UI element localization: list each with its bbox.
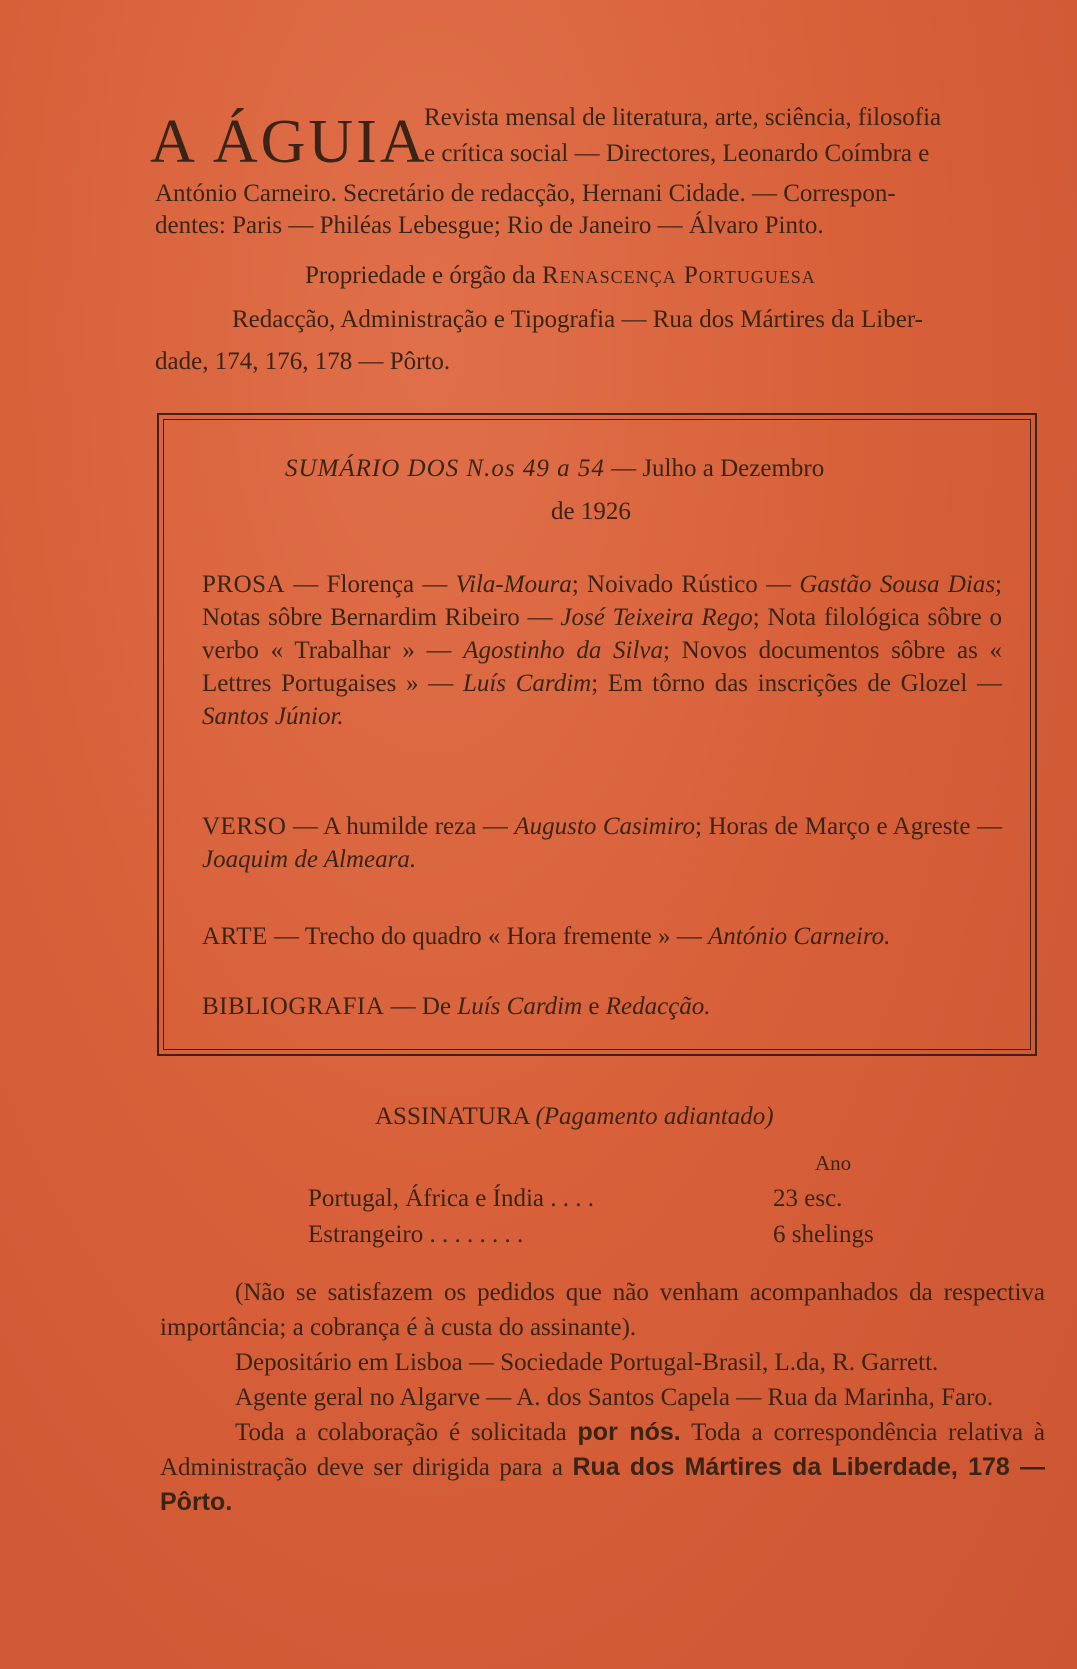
section-label: PROSA xyxy=(202,571,286,598)
header-line-2: e crítica social — Directores, Leonardo Coímbra e xyxy=(424,140,930,167)
section-label: ARTE xyxy=(202,923,268,950)
subscription-row xyxy=(308,1221,874,1249)
note-address: Rua dos Mártires da Liberdade, 178 — Pôrto. xyxy=(160,1453,1045,1516)
entry-author: António Carneiro. xyxy=(707,923,891,950)
masthead-title: A ÁGUIA xyxy=(150,108,428,176)
subscription-note: (Pagamento adiantado) xyxy=(535,1103,774,1130)
entry-title: Horas de Março e Agreste xyxy=(708,813,971,840)
summary-date: de 1926 xyxy=(551,498,631,525)
note-text: Toda a colaboração é solicitada xyxy=(235,1419,567,1446)
note-paragraph: Depositário em Lisboa — Sociedade Portugal-Brasil, L.da, R. Garrett. xyxy=(235,1349,939,1376)
notes-block xyxy=(160,1275,1045,1520)
entry-author: Luís Cardim xyxy=(462,670,592,697)
header-line-4: dentes: Paris — Philéas Lebesgue; Rio de Janeiro — Álvaro Pinto. xyxy=(155,212,824,239)
entry-author: Gastão Sousa Dias xyxy=(799,571,996,598)
section-label: BIBLIOGRAFIA xyxy=(202,993,385,1020)
header-line-3: António Carneiro. Secretário de redacção, Hernani Cidade. — Correspon- xyxy=(155,180,896,207)
section-bibliografia: BIBLIOGRAFIA — De Luís Cardim e Redacção. xyxy=(202,993,711,1020)
subscription-price: 6 shelings xyxy=(773,1221,874,1248)
note-paragraph: (Não se satisfazem os pedidos que não venham acompanhados da respectiva importância; a cobrança é à custa do assinante). xyxy=(160,1279,1045,1341)
entry-title: Nota filológica sôbre o verbo « Trabalhar » xyxy=(202,604,1002,664)
owner-name: Renascença Portuguesa xyxy=(541,262,816,289)
entry-author: José Teixeira Rego xyxy=(560,604,753,631)
section-prosa: PROSA — Florença — Vila-Moura; Noivado Rústico — Gastão Sousa Dias; Notas sôbre Bernardim Ribeiro — José Teixeira Rego; Nota filológica sôbre o verbo « Trabalhar » — Agostinho da Silva; Novos documentos sôbre as « Lettres Portugaises » — Luís Cardim; Em tôrno das inscrições de Glozel — Santos Júnior. xyxy=(202,571,1003,730)
subscription-column-header: Ano xyxy=(815,1151,852,1175)
entry-title: Novos documentos sôbre as « Lettres Portugaises » xyxy=(202,637,1003,697)
subscription-region: Estrangeiro . . . . . . . . xyxy=(308,1221,524,1248)
note-text: Toda a correspondência relativa à Administração deve ser dirigida para a xyxy=(160,1419,1046,1481)
section-arte: ARTE — Trecho do quadro « Hora fremente » — António Carneiro. xyxy=(202,923,891,950)
owner-line xyxy=(305,262,816,290)
summary-title-issues: SUMÁRIO DOS N.os 49 a 54 xyxy=(285,455,605,482)
entry-title: Em tôrno das inscrições de Glozel xyxy=(607,670,968,697)
subscription-row xyxy=(308,1185,843,1213)
entry-title: Notas sôbre Bernardim Ribeiro xyxy=(202,604,520,631)
summary-title xyxy=(285,455,824,483)
section-label: VERSO xyxy=(202,813,287,840)
entry-conj: e xyxy=(588,993,600,1020)
subscription-price: 23 esc. xyxy=(773,1185,843,1212)
section-verso: VERSO — A humilde reza — Augusto Casimiro; Horas de Março e Agreste — Joaquim de Almeara. xyxy=(202,813,1002,873)
address-line-1: Redacção, Administração e Tipografia — Rua dos Mártires da Liber- xyxy=(232,306,923,333)
subscription-title xyxy=(375,1103,774,1131)
entry-author: Augusto Casimiro xyxy=(514,813,695,840)
header-line-1: Revista mensal de literatura, arte, sciência, filosofia xyxy=(424,104,942,131)
entry-author: Santos Júnior. xyxy=(202,703,344,730)
entry-title: Florença xyxy=(326,571,415,598)
entry-title: A humilde reza xyxy=(323,813,477,840)
entry-author: Redacção. xyxy=(605,993,711,1020)
entry-author: Agostinho da Silva xyxy=(463,637,664,664)
owner-prefix: Propriedade e órgão da xyxy=(305,262,536,289)
note-emphasis: por nós. xyxy=(577,1418,681,1446)
entry-title: Noivado Rústico xyxy=(587,571,758,598)
subscription-region: Portugal, África e Índia . . . . xyxy=(308,1185,595,1212)
note-paragraph xyxy=(160,1415,1045,1520)
address-line-2: dade, 174, 176, 178 — Pôrto. xyxy=(155,348,451,375)
entry-author: Luís Cardim xyxy=(457,993,583,1020)
note-paragraph: Agente geral no Algarve — A. dos Santos Capela — Rua da Marinha, Faro. xyxy=(235,1384,994,1411)
summary-title-months: — Julho a Dezembro xyxy=(611,455,825,482)
entry-author: Vila-Moura xyxy=(455,571,572,598)
entry-prefix: De xyxy=(421,993,452,1020)
subscription-label: ASSINATURA xyxy=(375,1103,530,1130)
entry-title: Trecho do quadro « Hora fremente » xyxy=(304,923,671,950)
entry-author: Joaquim de Almeara. xyxy=(202,846,417,873)
